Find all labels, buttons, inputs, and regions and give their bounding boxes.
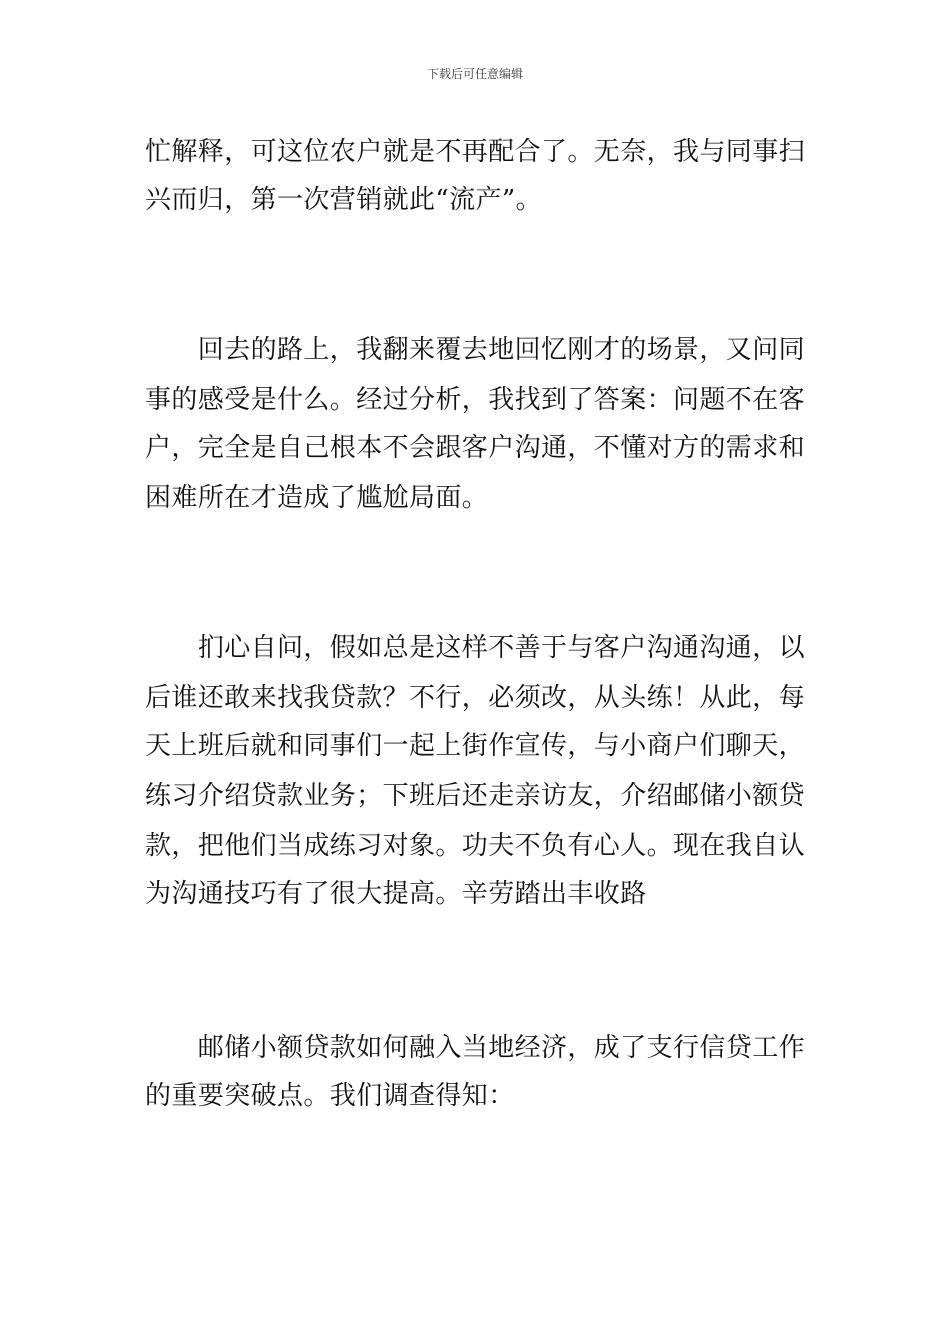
text-line: 练习介绍贷款业务；下班后还走亲访友，介绍邮储小额贷 [145,781,806,811]
page-header: 下载后可任意编辑 [426,67,523,81]
text-line: 忙解释，可这位农户就是不再配合了。无奈，我与同事扫 [145,137,806,167]
text-line: 款，把他们当成练习对象。功夫不负有心人。现在我自认 [145,831,806,861]
text-line: 的重要突破点。我们调查得知： [145,1081,515,1111]
text-line: 邮储小额贷款如何融入当地经济，成了支行信贷工作 [145,1033,806,1063]
text-line: 回去的路上，我翻来覆去地回忆刚才的场景，又问同 [145,335,806,365]
text-line: 后谁还敢来找我贷款？不行，必须改，从头练！从此，每 [145,683,806,713]
text-line: 为沟通技巧有了很大提高。辛劳踏出丰收路 [145,879,647,909]
text-line: 天上班后就和同事们一起上街作宣传，与小商户们聊天， [145,731,806,761]
text-line: 扪心自问，假如总是这样不善于与客户沟通沟通，以 [145,633,806,663]
text-line: 户，完全是自己根本不会跟客户沟通，不懂对方的需求和 [145,433,806,463]
text-line: 事的感受是什么。经过分析，我找到了答案：问题不在客 [145,385,806,415]
text-line: 兴而归，第一次营销就此“流产”。 [145,185,542,215]
text-line: 困难所在才造成了尴尬局面。 [145,483,489,513]
